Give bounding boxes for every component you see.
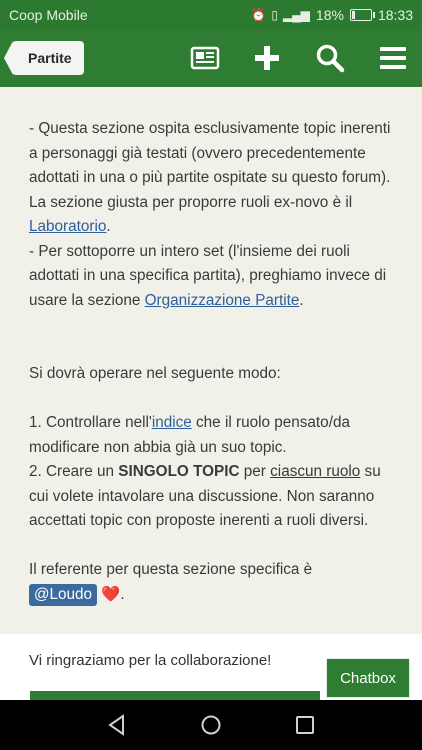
battery-percent: 18% <box>315 7 344 23</box>
status-right <box>251 7 413 23</box>
step-1-end: che il ruolo pensato/da modificare non abbia già un suo topic. <box>29 414 350 456</box>
description-text <box>29 117 399 607</box>
step-1 <box>29 411 399 460</box>
recents-icon[interactable] <box>294 714 316 736</box>
referent-end: . <box>120 585 125 603</box>
step-2-underline: ciascun ruolo <box>270 463 361 480</box>
step-2-bold: SINGOLO TOPIC <box>118 463 240 480</box>
status-icons <box>251 8 310 22</box>
green-button-partial[interactable] <box>30 691 320 700</box>
procedure-intro: Si dovrà operare nel seguente modo: <box>29 365 281 382</box>
rule-1-text: - Questa sezione ospita esclusivamente topic inerenti a personaggi già testati (ovvero precedentemente adottati in una o più partite ospitate su questo forum). La sezione giusta per proporre ruoli ex-novo è il <box>29 120 391 211</box>
user-mention-loudo[interactable]: @Loudo <box>29 584 97 606</box>
menu-icon[interactable] <box>378 43 408 73</box>
step-2-mid: per <box>239 463 271 480</box>
news-icon[interactable] <box>190 43 220 73</box>
referent-line: Il referente per questa sezione specifica è <box>29 561 313 578</box>
step-1-text: 1. Controllare nell' <box>29 414 152 431</box>
back-icon[interactable] <box>106 714 128 736</box>
signal-icon: ▂▄▆ <box>282 8 310 22</box>
indice-link[interactable]: indice <box>151 414 192 431</box>
home-icon[interactable] <box>200 714 222 736</box>
search-icon[interactable] <box>315 43 345 73</box>
thanks-message: Vi ringraziamo per la collaborazione! <box>29 652 272 669</box>
step-2-text: 2. Creare un <box>29 463 119 480</box>
paragraph-rules-2 <box>29 240 399 314</box>
laboratorio-link[interactable]: Laboratorio <box>29 218 107 235</box>
app-header <box>0 30 422 87</box>
rule-1-end: . <box>106 218 111 235</box>
plus-icon[interactable] <box>252 43 282 73</box>
organizzazione-partite-link[interactable]: Organizzazione Partite <box>144 291 300 309</box>
battery-fill <box>352 11 355 19</box>
step-2-end: su cui volete intavolare una discussione. Non saranno accettati topic con proposte inerenti a ruoli diversi. <box>29 463 381 529</box>
rule-2-end: . <box>299 291 304 309</box>
carrier-name: Coop Mobile <box>9 7 88 23</box>
vibrate-icon: ▯ <box>271 8 278 22</box>
referent-mention-line <box>29 583 399 608</box>
clock: 18:33 <box>377 7 413 23</box>
alarm-icon: ⏰ <box>251 8 267 22</box>
heart-icon: ❤️ <box>101 585 121 603</box>
chatbox-button[interactable]: Chatbox <box>326 658 410 698</box>
rule-2-text: - Per sottoporre un intero set (l'insieme dei ruoli adottati in una specifica partita), preghiamo invece di usare la sezione <box>29 242 387 309</box>
paragraph-rules-1 <box>29 117 399 240</box>
step-2 <box>29 460 399 534</box>
forum-section-description <box>0 87 422 634</box>
battery-icon <box>350 9 372 21</box>
status-bar <box>0 0 422 30</box>
back-button-partite[interactable]: Partite <box>12 41 84 75</box>
android-nav-bar <box>0 700 422 750</box>
